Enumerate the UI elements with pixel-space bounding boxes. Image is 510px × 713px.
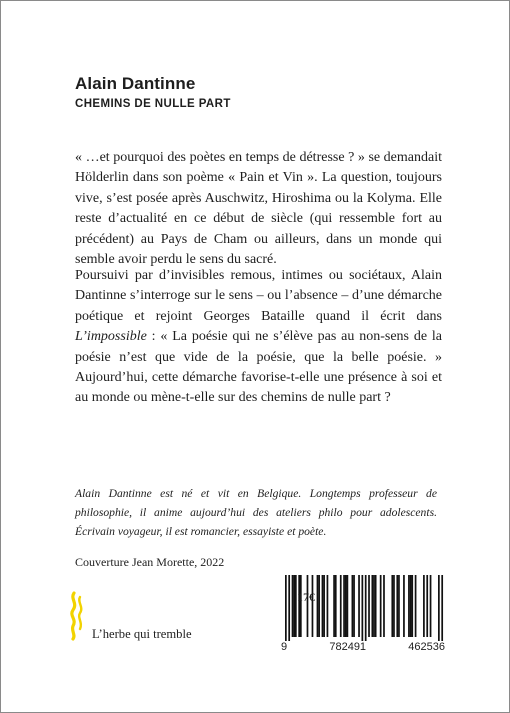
barcode-bar [430,575,432,637]
barcode-bar [333,575,335,637]
isbn-lead-digit: 9 [281,641,288,653]
barcode-bar [327,575,329,637]
barcode-bar [298,575,300,637]
barcode-guard-bar [362,575,364,641]
barcode-bar [410,575,412,637]
barcode-guard-bar [438,575,440,641]
barcode-bar [300,575,302,637]
barcode-bar [403,575,405,637]
barcode-bar [340,575,342,637]
book-title: CHEMINS DE NULLE PART [75,98,231,110]
barcode-bar [352,575,354,637]
barcode-bar [312,575,314,637]
barcode-bar [292,575,294,637]
barcode-bar [415,575,417,637]
barcode-bar [358,575,360,637]
blurb-paragraph-1-text: « …et pourquoi des poètes en temps de détresse ? » se demandait Hölderlin dans son poème « Pain et Vin ». La question, toujours vive, s’est posée après Auschwitz, Hiroshima ou la Kolyma. Elle reste d’actualité en ce début de siècle (qui ressemble fort au précédent) au Pays de Cham ou ailleurs, dans un monde qui semble avoir perdu le sens du sacré. [75,150,442,268]
isbn-left-digits: 782491 [329,641,367,653]
barcode-guard-bar [288,575,290,641]
barcode-guard-bar [365,575,367,641]
barcode-bar [393,575,395,637]
barcode-guard-bar [441,575,443,641]
author-bio: Alain Dantinne est né et vit en Belgique. Longtemps professeur de philosophie, il anime aujourd’hui des ateliers philo pour adolescents. Écrivain voyageur, il est romancier, essayiste et poète. [75,487,437,538]
barcode-bar [345,575,347,637]
blurb-paragraph-2-text-start: Poursuivi par d’invisibles remous, intimes ou sociétaux, Alain Dantinne s’interroge sur le sens – ou l’absence – d’une démarche poétique et rejoint Georges Bataille quand il écrit dans [75,268,442,324]
publisher-name: L’herbe qui tremble [92,627,192,641]
barcode-bar [347,575,349,637]
barcode-bar [375,575,377,637]
isbn-digits [281,641,445,653]
barcode-bar [423,575,425,637]
barcode-bar [317,575,319,637]
author-name: Alain Dantinne [75,74,196,93]
barcode-bar [371,575,373,637]
blurb-paragraph-2 [75,266,442,409]
barcode-bar [293,575,295,637]
price-label: 17€ [297,590,315,604]
isbn-barcode [285,575,443,637]
barcode-bar [398,575,400,637]
barcode-bar [408,575,410,637]
cited-book-title: L’impossible [75,329,147,345]
barcode-bar [391,575,393,637]
barcode-bar [411,575,413,637]
blurb-paragraph-2-text-end: : « La poésie qui ne s’élève pas au non-sens de la poésie n’est que vide de la poésie, que la belle poésie. » Aujourd’hui, cette démarche favorise-t-elle une présence à soi et au monde ou mène-t-elle sur des chemins de nulle part ? [75,329,442,406]
barcode-bar [295,575,297,637]
barcode-bar [322,575,324,637]
barcode-bar [353,575,355,637]
barcode-bar [343,575,345,637]
barcode-bar [368,575,370,637]
barcode-guard-bar [285,575,287,641]
barcode-bar [323,575,325,637]
blurb-paragraph-1 [75,148,442,270]
barcode-bar [426,575,428,637]
barcode-bar [396,575,398,637]
barcode-bar [307,575,309,637]
barcode-bar [383,575,385,637]
isbn-right-digits: 462536 [408,641,445,653]
cover-credit: Couverture Jean Morette, 2022 [75,555,225,569]
barcode-bar [335,575,337,637]
barcode-bar [373,575,375,637]
barcode-bar [380,575,382,637]
barcode-bar [318,575,320,637]
trembling-grass-logo-icon [67,591,87,641]
